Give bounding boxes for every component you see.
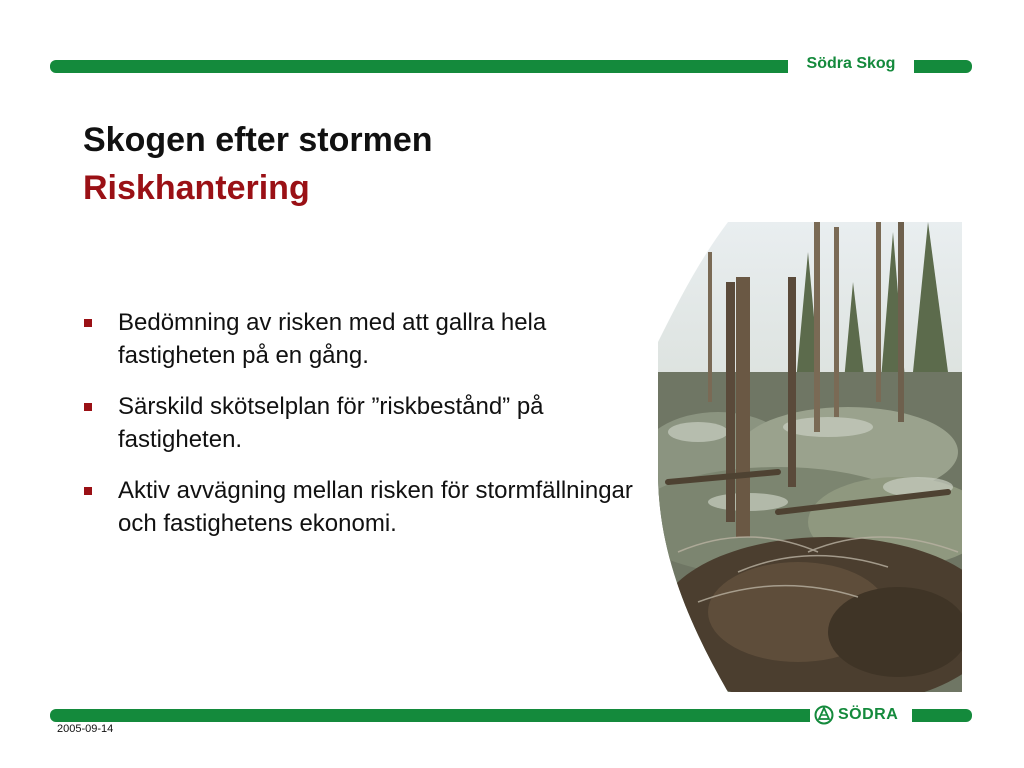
slide-title: Skogen efter stormen	[83, 121, 433, 159]
bullet-item	[82, 390, 642, 456]
slide-subtitle: Riskhantering	[83, 169, 310, 207]
footer-rule-right	[912, 709, 972, 722]
storm-damaged-forest-photo	[658, 222, 962, 692]
bullet-text: Särskild skötselplan för ”riskbestånd” på fastigheten.	[118, 393, 544, 453]
sodra-logo	[814, 704, 908, 726]
logo-text: SÖDRA	[838, 706, 899, 723]
bullet-item	[82, 306, 642, 372]
bullet-text: Aktiv avvägning mellan risken för stormfällningar och fastighetens ekonomi.	[118, 477, 633, 537]
bullet-text: Bedömning av risken med att gallra hela fastigheten på en gång.	[118, 309, 547, 369]
sodra-tree-icon	[814, 705, 834, 725]
footer-rule-left	[50, 709, 810, 722]
header-brand: Södra Skog	[806, 55, 896, 72]
square-bullet-icon	[84, 403, 92, 411]
square-bullet-icon	[84, 319, 92, 327]
header-rule-left	[50, 60, 788, 73]
bullet-item	[82, 474, 642, 540]
square-bullet-icon	[84, 487, 92, 495]
slide-date: 2005-09-14	[57, 723, 114, 735]
bullet-list	[82, 306, 642, 558]
header-rule-right	[914, 60, 972, 73]
